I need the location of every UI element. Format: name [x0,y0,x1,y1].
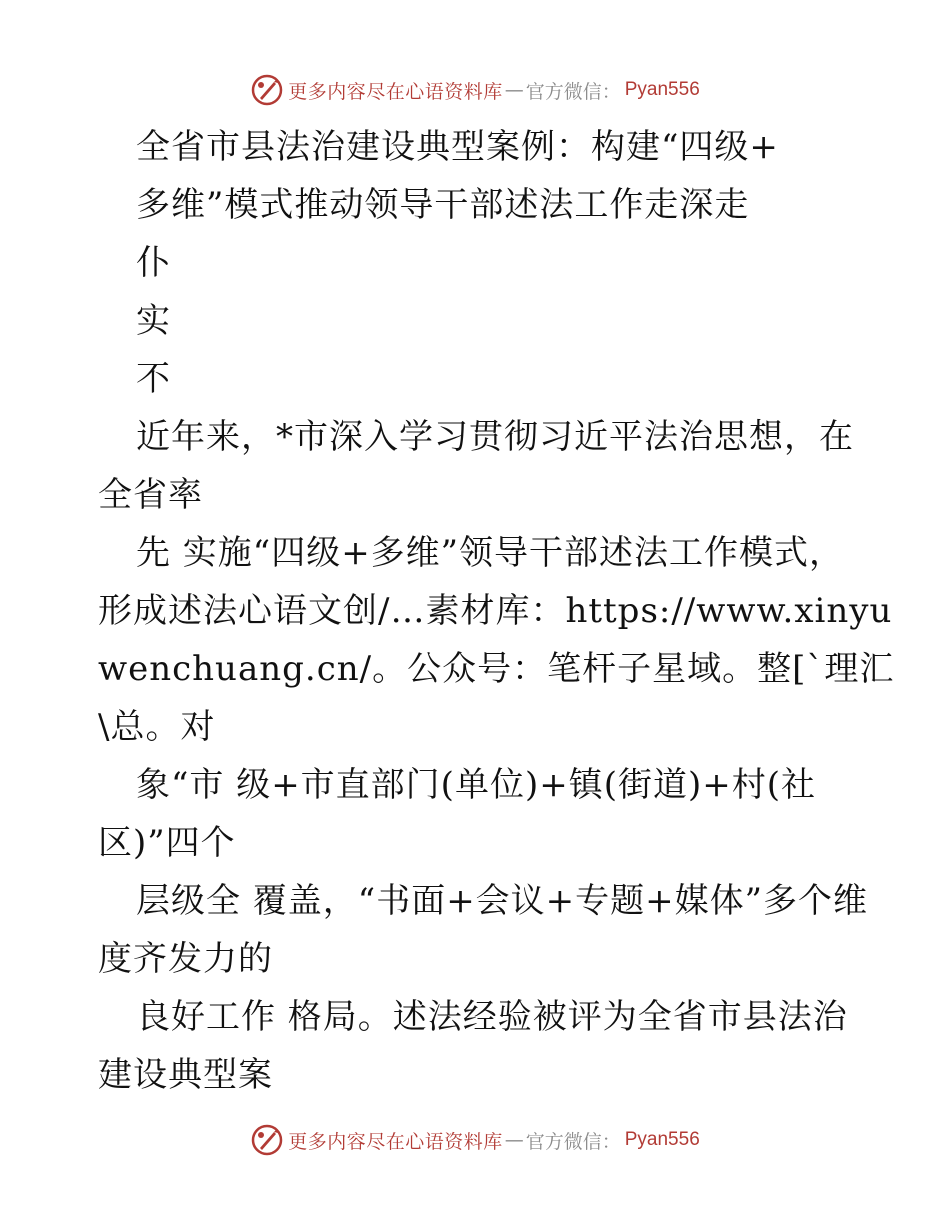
paragraph-line: 良好工作 格局。述法经验被评为全省市县法治 [136,997,848,1037]
quill-logo-icon [250,73,284,107]
paragraph-line: 先 实施“四级+多维”领导干部述法工作模式， [136,533,845,573]
paragraph-line: 近年来，*市深入学习贯彻习近平法治思想，在 [136,417,854,457]
watermark-text: 更多内容尽在心语资料库 [288,1130,503,1153]
paragraph-line: 度齐发力的 [98,939,273,979]
text-line: 实 [136,301,171,341]
paragraph-line: \总。对 [98,707,216,747]
watermark-separator: — [504,1129,524,1151]
footer-watermark [0,1120,950,1160]
wechat-label: 官方微信： [525,1130,621,1153]
paragraph-line: 象“市 级+市直部门(单位)+镇(街道)+村(社 [136,765,816,805]
wechat-id: Pyan556 [624,79,700,100]
title-line-2: 多维”模式推动领导干部述法工作走深走 [136,185,750,225]
paragraph-line: wenchuang.cn/。公众号：笔杆子星域。整[`理汇 [98,649,895,689]
quill-logo-icon [250,1123,284,1157]
wechat-id: Pyan556 [624,1129,700,1150]
document-body [98,118,895,1104]
watermark-separator: — [504,79,524,101]
header-watermark [0,70,950,110]
title-line-1: 全省市县法治建设典型案例：构建“四级+ [136,127,779,167]
wechat-label: 官方微信： [525,80,621,103]
watermark-text: 更多内容尽在心语资料库 [288,80,503,103]
paragraph-line: 区)”四个 [98,823,236,863]
text-line: 仆 [136,243,171,283]
text-line: 不 [136,359,171,399]
paragraph-line: 全省率 [98,475,203,515]
paragraph-line: 形成述法心语文创/…素材库：https://www.xinyu [98,591,893,631]
paragraph-line: 建设典型案 [98,1055,273,1095]
paragraph-line: 层级全 覆盖，“书面+会议+专题+媒体”多个维 [136,881,869,921]
